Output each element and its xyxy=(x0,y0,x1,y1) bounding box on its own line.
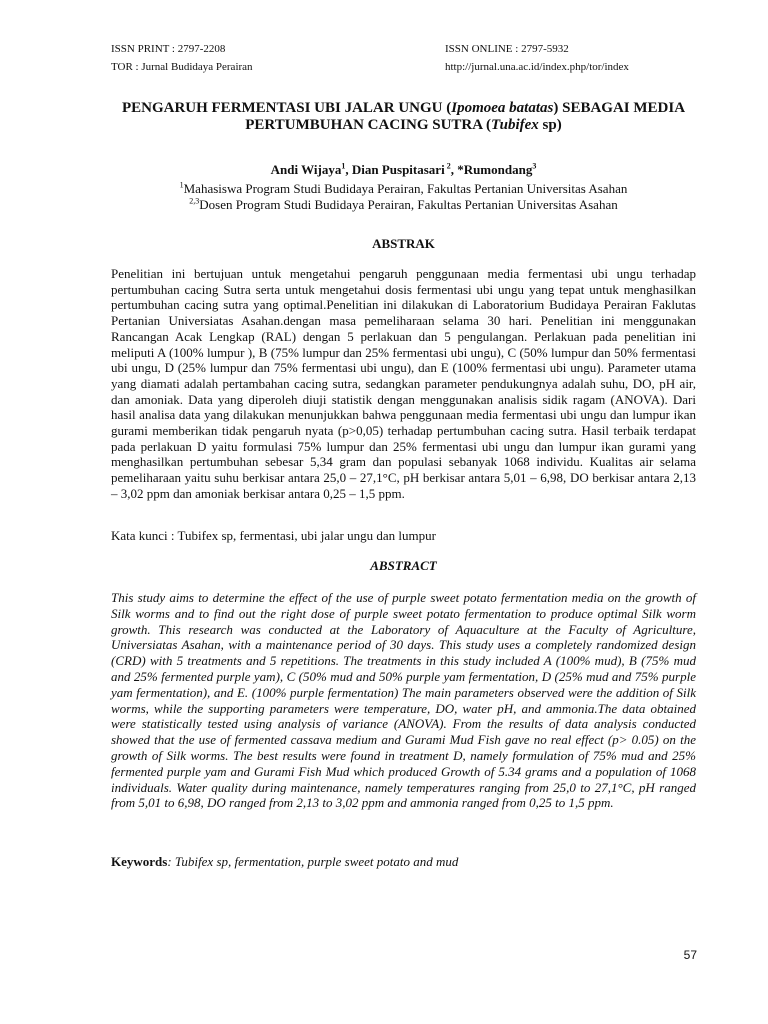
affiliation-1: $^1$Mahasiswa Program Studi Budidaya Perairan, Fakultas Pertanian Universitas Asahan xyxy=(179,180,628,196)
author: Andi Wijaya xyxy=(270,162,342,177)
species-name: Ipomoea batatas xyxy=(451,100,554,116)
page-number: 57 xyxy=(683,948,697,962)
author: Dian Puspitasari xyxy=(351,162,445,177)
author-list: Andi Wijaya$^1$, Dian Puspitasari $^2$, *Rumondang$^3$ xyxy=(270,161,537,177)
journal-name: TOR : Jurnal Budidaya Perairan xyxy=(111,61,253,73)
abstrak-body: Penelitian ini bertujuan untuk mengetahui pengaruh penggunaan media fermentasi ubi ungu terhadap pertumbuhan cacing Sutra serta untuk mengetahui dosis fermentasi ubi ungu yang tepat untuk menghasilkan pertumbuhan cacing sutra yang optimal.Penelitian ini dilakukan di Laboratorium Budidaya Perairan Faklutas Pertanian Universiatas Asahan.dengan masa pemeliharaan selama 30 hari. Penelitian ini menggunakan Rancangan Acak Lengkap (RAL) dengan 5 perlakuan dan 5 pengulangan. Perlakuan pada penelitian ini meliputi A (100% lumpur ), B (75% lumpur dan 25% fermentasi ubi ungu), C (50% lumpur dan 50% fermentasi ubi ungu, D (25% lumpur dan 75% fermentasi ubi ungu), dan E (100% fermentasi ubi ungu). Parameter utama yang diamati adalah pertambahan cacing sutra, sedangkan parameter pendukungnya adalah suhu, DO, pH air, dan amoniak. Data yang diperoleh diuji statistik dengan menggunakan analisis sidik ragam (ANOVA). Dari hasil analisa data yang dilakukan menunjukkan bahwa penggunaan media fermentasi ubi ungu dan lumpur ikan gurami memberikan tidak pengaruh nyata (p>0,05) terhadap pertumbuhan cacing sutra. Hasil terbaik terdapat pada perlakuan D yaitu formulasi 75% lumpur dan 25% fermentasi ubi ungu dan lumpur ikan gurami yang menghasilkan pertumbuhan sebesar 5,34 gram dan populasi sebanyak 1068 individu. Kualitas air selama pemeliharaan yaitu suhu berkisar antara 25,0 – 27,1°C, pH berkisar antara 5,01 – 6,98, DO berkisar antara 2,13 – 3,02 ppm dan amoniak berkisar antara 0,25 – 1,5 ppm. xyxy=(111,266,696,501)
abstract-body: This study aims to determine the effect of the use of purple sweet potato fermentation media on the growth of Silk worms and to find out the right dose of purple sweet potato fermentation to produce optimal Silk worm growth. This research was conducted at the Laboratory of Aquaculture at the Faculty of Agriculture, Universiatas Asahan, with a maintenance period of 30 days. This study uses a completely randomized design (CRD) with 5 treatments and 5 repetitions. The treatments in this study included A (100% mud), B (75% mud and 25% fermented purple yam), C (50% mud and 50% purple yam fermentation, D (25% mud and 75% purple yam fermentation), and E. (100% purple fermentation) The main parameters observed were the addition of Silk worms, while the supporting parameters were temperature, DO, water pH, and ammonia.The data obtained were statistically tested using analysis of variance (ANOVA). From the results of data analysis conducted showed that the use of fermented cassava medium and Gurami Mud Fish gave no real effect (p> 0.05) on the growth of Silk worms. The best results were found in treatment D, namely formulation of 75% mud and 25% fermented purple yam and Gurami Fish Mud which produced Growth of 5.34 grams and a population of 1068 individuals. Water quality during maintenance, namely temperatures ranging from 25,0 to 27,1°C, pH ranged from 5,01 to 6,98, DO ranged from 2,13 to 3,02 ppm and ammonia ranged from 0,25 to 1,5 ppm. xyxy=(111,590,696,811)
keywords-value: : Tubifex sp, fermentation, purple sweet potato and mud xyxy=(167,854,459,869)
keywords-label: Keywords xyxy=(111,854,168,869)
affiliation-2: $^{2,3}$Dosen Program Studi Budidaya Perairan, Fakultas Pertanian Universitas Asahan xyxy=(189,196,618,212)
species-name: Tubifex xyxy=(491,117,539,133)
issn-print: ISSN PRINT : 2797-2208 xyxy=(111,43,226,55)
paper-title: PENGARUH FERMENTASI UBI JALAR UNGU (Ipomoea batatas) SEBAGAI MEDIA PERTUMBUHAN CACING SUTRA (Tubifex sp) xyxy=(121,100,686,133)
abstract-heading: ABSTRACT xyxy=(370,558,437,573)
journal-url: http://jurnal.una.ac.id/index.php/tor/index xyxy=(445,61,629,73)
kata-kunci: Kata kunci : Tubifex sp, fermentasi, ubi jalar ungu dan lumpur xyxy=(111,528,436,543)
abstrak-heading: ABSTRAK xyxy=(372,236,435,251)
issn-online: ISSN ONLINE : 2797-5932 xyxy=(445,43,569,55)
keywords xyxy=(111,854,696,870)
author: *Rumondang xyxy=(457,162,533,177)
